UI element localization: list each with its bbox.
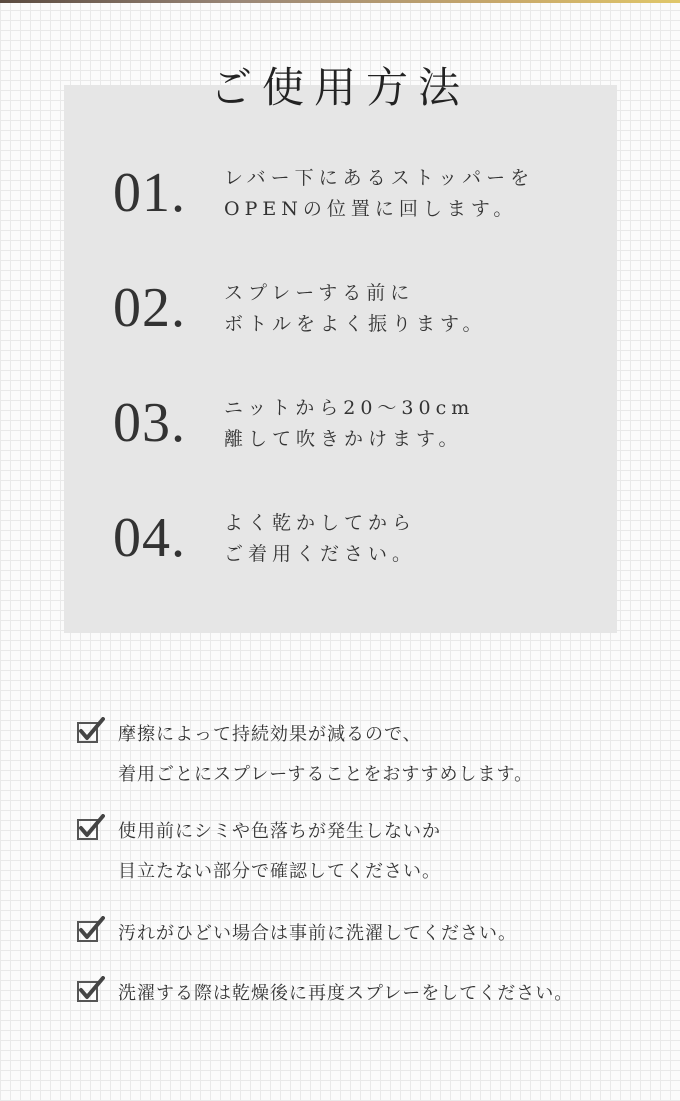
note-text-line: 洗濯する際は乾燥後に再度スプレーをしてください。	[118, 983, 574, 1004]
step-text-line: ご着用ください。	[224, 543, 417, 565]
checkbox-checked-icon	[77, 916, 105, 944]
step-text	[224, 393, 584, 455]
note-text-line: 使用前にシミや色落ちが発生しないか	[118, 821, 441, 842]
note-text	[118, 914, 517, 954]
step-text-line: よく乾かしてから	[224, 512, 417, 534]
step-text	[224, 508, 584, 570]
note-text-line: 目立たない部分で確認してください。	[118, 861, 441, 882]
checkbox-checked-icon	[77, 717, 105, 745]
step-number: 01.	[113, 162, 186, 224]
step-text-line: ボトルをよく振ります。	[224, 313, 487, 335]
step-text-line: ニットから20～30cm	[224, 397, 475, 419]
page-title: ご使用方法	[209, 63, 470, 112]
checkbox-checked-icon	[77, 814, 105, 842]
note-text	[118, 715, 533, 795]
note-text-line: 汚れがひどい場合は事前に洗濯してください。	[118, 923, 517, 944]
step-text-line: 離して吹きかけます。	[224, 428, 463, 450]
top-accent-strip	[0, 0, 680, 3]
step-text	[224, 163, 584, 225]
step-text-line: レバー下にあるストッパーを	[224, 167, 535, 189]
step-text-line: スプレーする前に	[224, 282, 415, 304]
note-text-line: 摩擦によって持続効果が減るので、	[118, 724, 422, 745]
note-text	[118, 812, 441, 892]
note-text	[118, 974, 573, 1014]
step-text-line: OPENの位置に回します。	[224, 198, 518, 220]
step-text	[224, 278, 584, 340]
note-text-line: 着用ごとにスプレーすることをおすすめします。	[118, 764, 534, 785]
checkbox-checked-icon	[77, 976, 105, 1004]
step-number: 04.	[113, 507, 186, 569]
step-number: 03.	[113, 392, 186, 454]
step-number: 02.	[113, 277, 186, 339]
